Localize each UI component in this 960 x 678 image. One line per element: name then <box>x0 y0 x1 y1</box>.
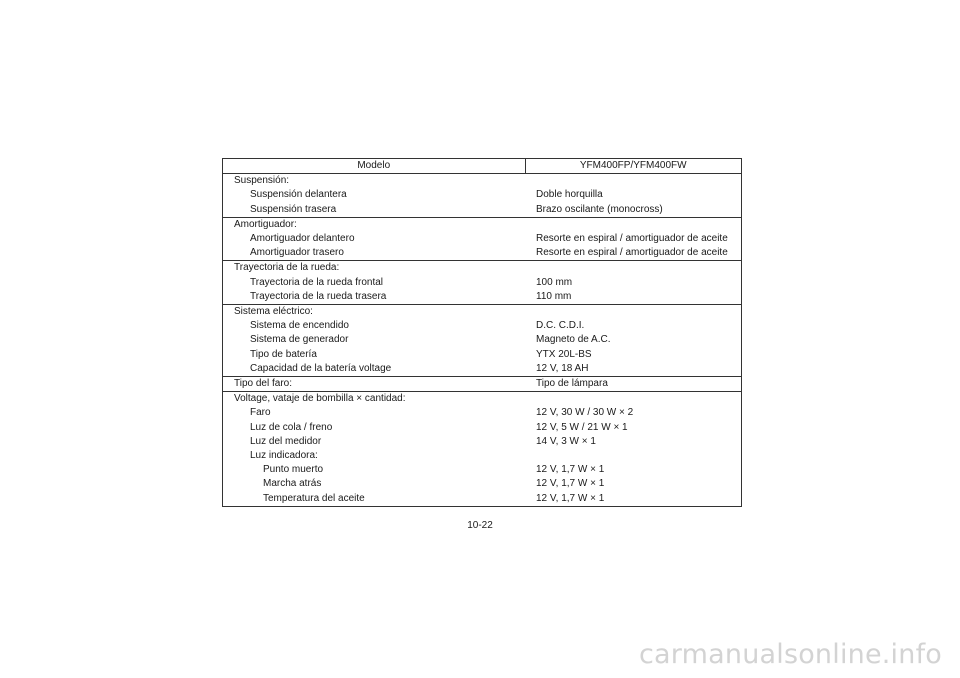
spec-label: Trayectoria de la rueda frontal <box>223 276 526 290</box>
spec-value: 14 V, 3 W × 1 <box>525 435 742 449</box>
spec-group <box>223 377 742 392</box>
spec-value: Doble horquilla <box>525 188 742 202</box>
table-row <box>223 305 742 320</box>
table-row <box>223 290 742 305</box>
spec-value: Magneto de A.C. <box>525 333 742 347</box>
table-row <box>223 377 742 392</box>
spec-value: 12 V, 1,7 W × 1 <box>525 463 742 477</box>
table-row <box>223 319 742 333</box>
spec-value: 12 V, 30 W / 30 W × 2 <box>525 406 742 420</box>
spec-label: Tipo de batería <box>223 348 526 362</box>
spec-label: Luz indicadora: <box>223 449 526 463</box>
spec-value <box>525 261 742 276</box>
spec-label: Sistema de encendido <box>223 319 526 333</box>
spec-value: Resorte en espiral / amortiguador de aceite <box>525 232 742 246</box>
page-number: 10-22 <box>467 520 493 531</box>
spec-group <box>223 261 742 305</box>
table-row <box>223 188 742 202</box>
table-row <box>223 449 742 463</box>
spec-label: Temperatura del aceite <box>223 492 526 507</box>
watermark: carmanualsonline.info <box>639 639 942 670</box>
spec-label: Luz de cola / freno <box>223 421 526 435</box>
spec-value: Brazo oscilante (monocross) <box>525 203 742 218</box>
spec-label: Sistema eléctrico: <box>223 305 526 320</box>
model-value: YFM400FP/YFM400FW <box>525 159 742 174</box>
spec-label: Suspensión: <box>223 174 526 189</box>
spec-label: Amortiguador: <box>223 217 526 232</box>
spec-value: 12 V, 18 AH <box>525 362 742 377</box>
table-row <box>223 492 742 507</box>
spec-label: Voltage, vataje de bombilla × cantidad: <box>223 392 526 407</box>
spec-value <box>525 305 742 320</box>
spec-value: YTX 20L-BS <box>525 348 742 362</box>
table-row <box>223 406 742 420</box>
table-row <box>223 463 742 477</box>
spec-label: Faro <box>223 406 526 420</box>
spec-label: Amortiguador trasero <box>223 246 526 261</box>
spec-value <box>525 392 742 407</box>
spec-group <box>223 174 742 218</box>
model-label: Modelo <box>223 159 526 174</box>
table-header-row <box>223 159 742 174</box>
spec-label: Suspensión delantera <box>223 188 526 202</box>
spec-label: Luz del medidor <box>223 435 526 449</box>
spec-label: Tipo del faro: <box>223 377 526 392</box>
table-row <box>223 246 742 261</box>
spec-table <box>222 158 742 507</box>
spec-value: 12 V, 1,7 W × 1 <box>525 492 742 507</box>
spec-value: 100 mm <box>525 276 742 290</box>
table-row <box>223 203 742 218</box>
spec-label: Capacidad de la batería voltage <box>223 362 526 377</box>
spec-value: 12 V, 5 W / 21 W × 1 <box>525 421 742 435</box>
table-row <box>223 333 742 347</box>
table-row <box>223 392 742 407</box>
spec-value: Tipo de lámpara <box>525 377 742 392</box>
table-row <box>223 435 742 449</box>
spec-label: Suspensión trasera <box>223 203 526 218</box>
table-row <box>223 261 742 276</box>
table-row <box>223 217 742 232</box>
table-row <box>223 362 742 377</box>
spec-value: 12 V, 1,7 W × 1 <box>525 477 742 491</box>
spec-value <box>525 449 742 463</box>
table-row <box>223 232 742 246</box>
spec-label: Trayectoria de la rueda trasera <box>223 290 526 305</box>
spec-value <box>525 217 742 232</box>
spec-value: D.C. C.D.I. <box>525 319 742 333</box>
spec-group <box>223 217 742 261</box>
spec-label: Punto muerto <box>223 463 526 477</box>
spec-label: Amortiguador delantero <box>223 232 526 246</box>
table-row <box>223 348 742 362</box>
spec-label: Trayectoria de la rueda: <box>223 261 526 276</box>
spec-label: Sistema de generador <box>223 333 526 347</box>
spec-value: 110 mm <box>525 290 742 305</box>
table-row <box>223 174 742 189</box>
spec-value: Resorte en espiral / amortiguador de aceite <box>525 246 742 261</box>
table-row <box>223 477 742 491</box>
spec-label: Marcha atrás <box>223 477 526 491</box>
spec-group <box>223 392 742 507</box>
table-row <box>223 276 742 290</box>
spec-group <box>223 305 742 377</box>
table-row <box>223 421 742 435</box>
spec-value <box>525 174 742 189</box>
